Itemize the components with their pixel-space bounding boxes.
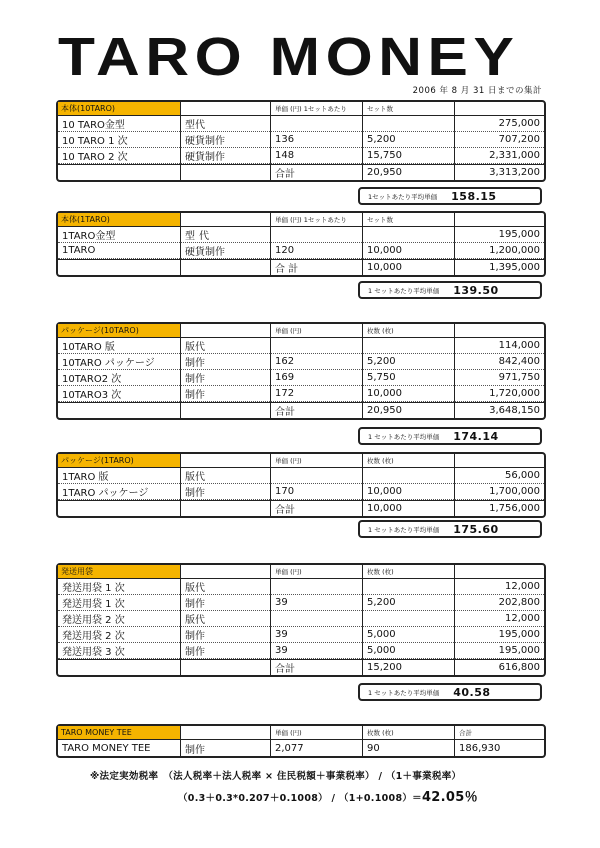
col-header-price: 単価 (円): [270, 454, 362, 468]
table-cell: 合計: [270, 402, 362, 418]
table-cell: 10TARO2 次: [58, 370, 180, 386]
table-cell: [270, 579, 362, 595]
table-cell: 版代: [180, 579, 270, 595]
table-cell: 842,400: [454, 354, 544, 370]
table-shipping-bag: [56, 563, 546, 677]
table-cell: 10TARO 版: [58, 338, 180, 354]
table-cell: [180, 164, 270, 180]
average-unit-price-box: [358, 683, 542, 701]
table-cell: [180, 102, 270, 116]
table-row: [58, 484, 544, 500]
table-row: [58, 595, 544, 611]
table-cell: 971,750: [454, 370, 544, 386]
table-cell: 2,331,000: [454, 148, 544, 164]
table-body-1taro: [56, 211, 546, 277]
table-cell: 172: [270, 386, 362, 402]
table-cell: 版代: [180, 338, 270, 354]
table-cell: 制作: [180, 386, 270, 402]
table-cell: 186,930: [454, 740, 544, 756]
average-value: 175.60: [453, 522, 499, 536]
table-cell: 10,000: [362, 500, 454, 516]
table-cell: 制作: [180, 627, 270, 643]
table-cell: 20,950: [362, 164, 454, 180]
table-cell: 3,648,150: [454, 402, 544, 418]
table-row: [58, 227, 544, 243]
table-cell: 5,200: [362, 595, 454, 611]
average-label: 1 セットあたり平均単価: [368, 432, 440, 441]
table-row: [58, 740, 544, 756]
table-cell: 1,720,000: [454, 386, 544, 402]
table-cell: 発送用袋 3 次: [58, 643, 180, 659]
section-tag: 本体(1TARO): [58, 213, 180, 227]
table-cell: [362, 468, 454, 484]
table-row: [58, 627, 544, 643]
table-cell: 合計: [270, 164, 362, 180]
table-row: [58, 370, 544, 386]
average-label: 1 セットあたり平均単価: [368, 286, 440, 295]
table-cell: 制作: [180, 484, 270, 500]
table-cell: 合計: [270, 500, 362, 516]
table-cell: 版代: [180, 468, 270, 484]
table-cell: 1,395,000: [454, 259, 544, 275]
table-cell: 発送用袋 1 次: [58, 595, 180, 611]
table-cell: 1TARO パッケージ: [58, 484, 180, 500]
table-cell: [270, 468, 362, 484]
table-cell: 707,200: [454, 132, 544, 148]
table-row: [58, 148, 544, 164]
table-cell: 56,000: [454, 468, 544, 484]
table-cell: 120: [270, 243, 362, 259]
table-cell: [454, 324, 544, 338]
table-row: [58, 643, 544, 659]
table-cell: 1,756,000: [454, 500, 544, 516]
table-cell: 10 TARO 1 次: [58, 132, 180, 148]
table-cell: 硬貨制作: [180, 243, 270, 259]
total-row: [58, 659, 544, 675]
formula-expression: （0.3＋0.3*0.207＋0.1008） / （1+0.1008）＝: [178, 793, 422, 804]
average-label: 1 セットあたり平均単価: [368, 688, 440, 697]
average-unit-price-box: [358, 427, 542, 445]
table-cell: [270, 227, 362, 243]
date-caption: 2006 年 8 月 31 日までの集計: [412, 86, 542, 96]
table-cell: [180, 565, 270, 579]
table-cell: [58, 164, 180, 180]
col-header-price: 単価 (円): [270, 726, 362, 740]
average-value: 139.50: [453, 283, 499, 297]
table-cell: [270, 116, 362, 132]
col-header-price: 単価 (円) 1セットあたり: [270, 213, 362, 227]
table-row: [58, 468, 544, 484]
table-cell: [454, 565, 544, 579]
table-cell: 169: [270, 370, 362, 386]
table-cell: 5,200: [362, 132, 454, 148]
table-cell: 1TARO: [58, 243, 180, 259]
table-cell: 10 TARO 2 次: [58, 148, 180, 164]
table-row: [58, 132, 544, 148]
table-cell: [362, 611, 454, 627]
table-row: [58, 354, 544, 370]
table-cell: 版代: [180, 611, 270, 627]
table-cell: 5,750: [362, 370, 454, 386]
table-cell: [58, 259, 180, 275]
col-header-price: 単価 (円): [270, 324, 362, 338]
table-cell: [362, 227, 454, 243]
section-tag: 本体(10TARO): [58, 102, 180, 116]
table-cell: 10TARO パッケージ: [58, 354, 180, 370]
table-cell: [454, 213, 544, 227]
table-cell: 195,000: [454, 627, 544, 643]
table-cell: [180, 259, 270, 275]
table-cell: 90: [362, 740, 454, 756]
table-cell: TARO MONEY TEE: [62, 742, 151, 754]
average-label: 1セットあたり平均単価: [368, 192, 438, 201]
average-unit-price-box: [358, 520, 542, 538]
table-cell: 616,800: [454, 659, 544, 675]
table-cell: [180, 726, 270, 740]
total-row: [58, 259, 544, 275]
table-row: [58, 116, 544, 132]
table-cell: 202,800: [454, 595, 544, 611]
table-cell: 制作: [180, 740, 270, 756]
col-header-qty: 枚数 (枚): [362, 726, 454, 740]
table-cell: 1,200,000: [454, 243, 544, 259]
table-cell: [362, 116, 454, 132]
table-row: [58, 243, 544, 259]
table-cell: 10,000: [362, 259, 454, 275]
col-header-qty: セット数: [362, 102, 454, 116]
table-cell: 5,000: [362, 627, 454, 643]
table-cell: [454, 454, 544, 468]
table-cell: 型 代: [180, 227, 270, 243]
table-cell: 39: [270, 595, 362, 611]
section-tag: 発送用袋: [58, 565, 180, 579]
table-cell: [58, 659, 180, 675]
table-cell: 148: [270, 148, 362, 164]
table-cell: 12,000: [454, 579, 544, 595]
table-cell: [58, 402, 180, 418]
table-cell: 136: [270, 132, 362, 148]
table-cell: 2,077: [270, 740, 362, 756]
table-cell: [180, 213, 270, 227]
table-cell: 10,000: [362, 484, 454, 500]
average-unit-price-box: [358, 281, 542, 299]
table-cell: 合 計: [270, 259, 362, 275]
col-header-price: 単価 (円): [270, 565, 362, 579]
table-cell: 114,000: [454, 338, 544, 354]
table-cell: 12,000: [454, 611, 544, 627]
table-cell: 制作: [180, 370, 270, 386]
tax-rate-note: ※法定実効税率 （法人税率＋法人税率 × 住民税額＋事業税率） / （1＋事業税率）: [90, 771, 462, 782]
col-header-qty: セット数: [362, 213, 454, 227]
col-header-qty: 枚数 (枚): [362, 565, 454, 579]
table-row: [58, 338, 544, 354]
formula-result: 42.05％: [421, 790, 478, 805]
table-cell: 型代: [180, 116, 270, 132]
table-cell: 硬貨制作: [180, 132, 270, 148]
table-cell: 20,950: [362, 402, 454, 418]
section-tag: TARO MONEY TEE: [58, 726, 180, 740]
table-cell: 硬貨制作: [180, 148, 270, 164]
table-cell: 15,750: [362, 148, 454, 164]
table-cell: 発送用袋 1 次: [58, 579, 180, 595]
col-header-price: 単価 (円) 1セットあたり: [270, 102, 362, 116]
average-label: 1 セットあたり平均単価: [368, 525, 440, 534]
average-unit-price-box: [358, 187, 542, 205]
average-value: 40.58: [453, 685, 491, 699]
average-value: 174.14: [453, 429, 499, 443]
col-header-qty: 枚数 (枚): [362, 454, 454, 468]
col-header-qty: 枚数 (枚): [362, 324, 454, 338]
table-cell: 5,200: [362, 354, 454, 370]
table-cell: [270, 338, 362, 354]
table-cell: [180, 500, 270, 516]
average-value: 158.15: [451, 189, 497, 203]
table-cell: 195,000: [454, 643, 544, 659]
table-cell: [270, 611, 362, 627]
table-cell: 10,000: [362, 243, 454, 259]
page-title: TARO MONEY: [58, 27, 520, 87]
table-cell: [180, 324, 270, 338]
table-cell: [180, 454, 270, 468]
table-cell: 5,000: [362, 643, 454, 659]
table-cell: 発送用袋 2 次: [58, 611, 180, 627]
table-package-10taro: [56, 322, 546, 420]
table-cell: [454, 102, 544, 116]
table-cell: 3,313,200: [454, 164, 544, 180]
total-row: [58, 164, 544, 180]
table-cell: 発送用袋 2 次: [58, 627, 180, 643]
table-cell: 39: [270, 627, 362, 643]
table-cell: 170: [270, 484, 362, 500]
table-cell: 1TARO金型: [58, 227, 180, 243]
table-cell: 1TARO 版: [58, 468, 180, 484]
table-cell: 195,000: [454, 227, 544, 243]
col-header-total: 合計: [454, 726, 544, 740]
table-cell: 制作: [180, 595, 270, 611]
table-cell: 10TARO3 次: [58, 386, 180, 402]
table-cell: 1,700,000: [454, 484, 544, 500]
table-cell: 制作: [180, 643, 270, 659]
table-row: [58, 611, 544, 627]
table-body-10taro: [56, 100, 546, 182]
total-row: [58, 402, 544, 418]
section-tag: パッケージ(1TARO): [58, 454, 180, 468]
table-cell: 合計: [270, 659, 362, 675]
table-cell: 39: [270, 643, 362, 659]
table-cell: 10,000: [362, 386, 454, 402]
table-cell: [180, 402, 270, 418]
table-cell: 162: [270, 354, 362, 370]
table-cell: 制作: [180, 354, 270, 370]
table-cell: 10 TARO金型: [58, 116, 180, 132]
table-cell: 15,200: [362, 659, 454, 675]
total-row: [58, 500, 544, 516]
table-cell: [362, 579, 454, 595]
table-cell: [362, 338, 454, 354]
table-package-1taro: [56, 452, 546, 518]
table-tee: [56, 724, 546, 758]
table-cell: [58, 500, 180, 516]
section-tag: パッケージ(10TARO): [58, 324, 180, 338]
table-cell: [180, 659, 270, 675]
table-cell: 275,000: [454, 116, 544, 132]
tax-rate-formula: [178, 786, 478, 805]
table-row: [58, 386, 544, 402]
table-row: [58, 579, 544, 595]
